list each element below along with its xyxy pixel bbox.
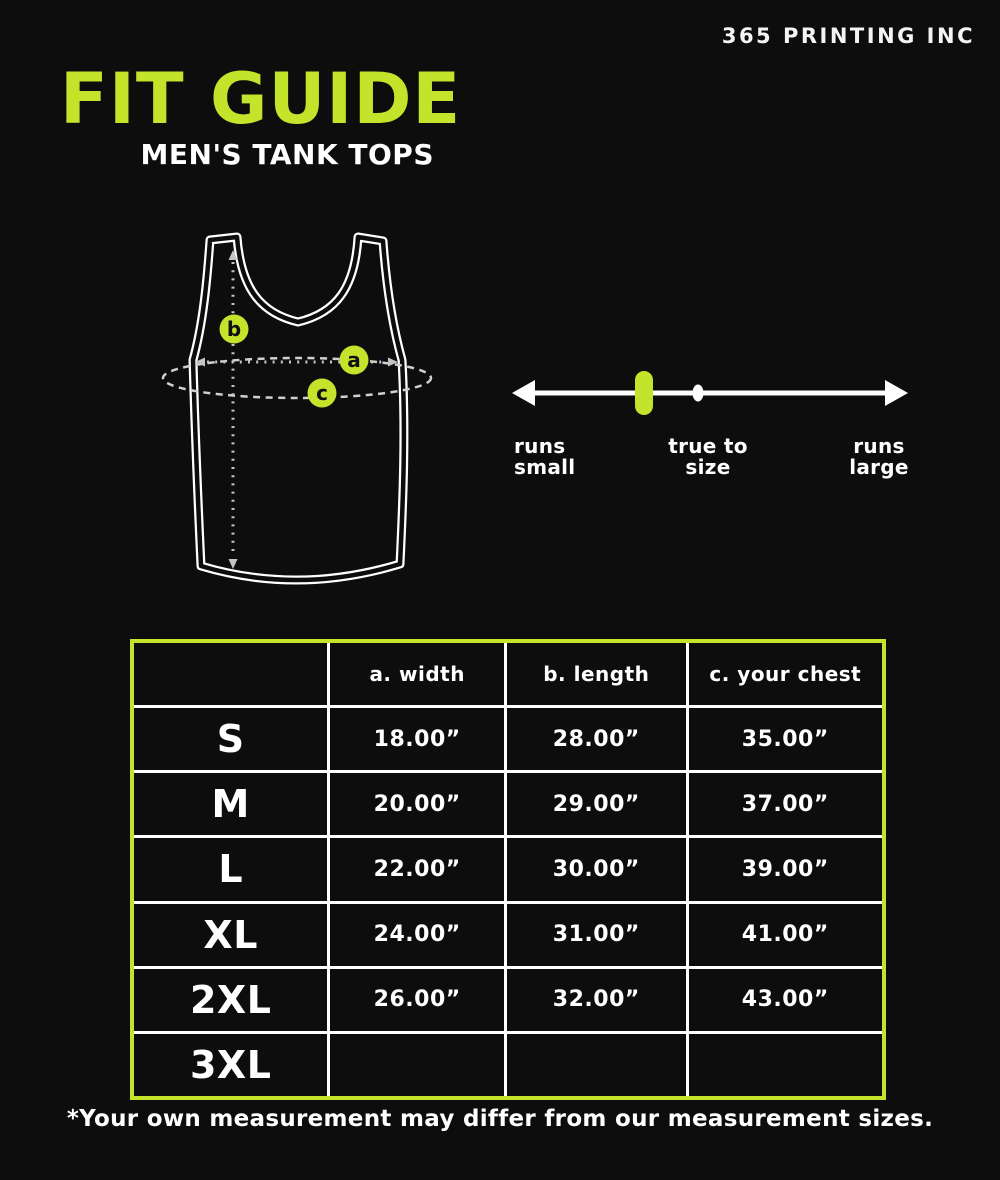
table-header-width: a. width xyxy=(330,643,504,705)
cell-length xyxy=(507,1034,686,1096)
length-arrowhead-bottom xyxy=(229,559,238,569)
cell-chest: 41.00” xyxy=(689,904,882,966)
scale-label-true-to-size xyxy=(633,436,783,478)
cell-size: XL xyxy=(134,904,327,966)
page-title: FIT GUIDE xyxy=(60,58,462,140)
cell-width: 18.00” xyxy=(330,708,504,770)
fit-scale xyxy=(505,360,915,430)
tank-outline-inner-gap xyxy=(193,237,404,580)
cell-length: 29.00” xyxy=(507,773,686,835)
scale-label-line: runs xyxy=(853,434,905,458)
scale-label-line: size xyxy=(685,455,731,479)
scale-label-line: small xyxy=(514,455,576,479)
cell-chest xyxy=(689,1034,882,1096)
table-header-chest: c. your chest xyxy=(689,643,882,705)
cell-size: L xyxy=(134,838,327,900)
scale-arrowhead-left xyxy=(512,380,535,406)
marker-c-label: c xyxy=(316,381,328,405)
cell-length: 31.00” xyxy=(507,904,686,966)
scale-label-line: true to xyxy=(668,434,748,458)
cell-width: 20.00” xyxy=(330,773,504,835)
marker-a-label: a xyxy=(347,348,361,372)
size-table xyxy=(130,639,886,1100)
scale-label-line: large xyxy=(849,455,909,479)
cell-size: S xyxy=(134,708,327,770)
cell-length: 28.00” xyxy=(507,708,686,770)
cell-chest: 35.00” xyxy=(689,708,882,770)
brand-name: 365 PRINTING INC xyxy=(721,24,975,48)
table-header-size xyxy=(134,643,327,705)
marker-b-label: b xyxy=(226,317,242,341)
cell-width: 22.00” xyxy=(330,838,504,900)
cell-chest: 37.00” xyxy=(689,773,882,835)
cell-chest: 39.00” xyxy=(689,838,882,900)
cell-width: 24.00” xyxy=(330,904,504,966)
cell-length: 32.00” xyxy=(507,969,686,1031)
scale-label-line: runs xyxy=(514,434,566,458)
cell-size: 3XL xyxy=(134,1034,327,1096)
scale-marker xyxy=(635,371,653,415)
cell-size: 2XL xyxy=(134,969,327,1031)
cell-size: M xyxy=(134,773,327,835)
scale-center-dot xyxy=(693,385,704,402)
scale-label-runs-small xyxy=(514,436,575,478)
cell-width: 26.00” xyxy=(330,969,504,1031)
cell-chest: 43.00” xyxy=(689,969,882,1031)
tank-top-diagram xyxy=(150,210,470,610)
page-subtitle: MEN'S TANK TOPS xyxy=(140,138,434,171)
footnote: *Your own measurement may differ from our measurement sizes. xyxy=(66,1106,934,1132)
cell-length: 30.00” xyxy=(507,838,686,900)
cell-width xyxy=(330,1034,504,1096)
scale-label-runs-large xyxy=(804,436,954,478)
tank-outline xyxy=(193,237,404,580)
scale-arrowhead-right xyxy=(885,380,908,406)
table-header-length: b. length xyxy=(507,643,686,705)
